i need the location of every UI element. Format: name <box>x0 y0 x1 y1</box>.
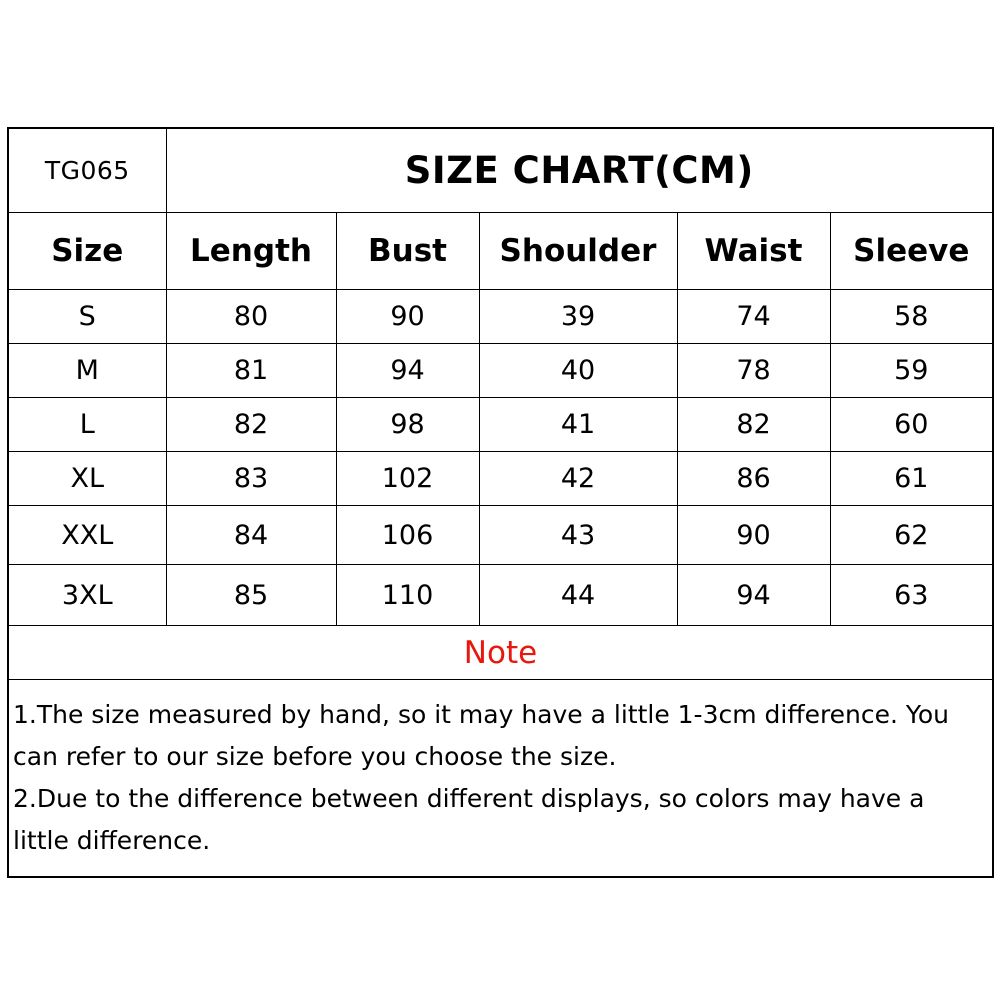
length-cell: 82 <box>166 398 336 452</box>
note-heading: Note <box>9 625 992 680</box>
table-row <box>9 344 992 398</box>
sleeve-cell: 58 <box>830 290 992 344</box>
bust-cell: 102 <box>336 452 479 506</box>
waist-cell: 78 <box>677 344 830 398</box>
shoulder-cell: 44 <box>479 565 677 626</box>
note-line: 2.Due to the difference between different displays, so colors may have a <box>13 784 925 813</box>
size-chart <box>7 127 994 878</box>
product-code: TG065 <box>9 129 166 213</box>
shoulder-cell: 42 <box>479 452 677 506</box>
title-row <box>9 129 992 213</box>
sleeve-cell: 62 <box>830 506 992 565</box>
chart-title: SIZE CHART(CM) <box>166 129 992 213</box>
sleeve-cell: 61 <box>830 452 992 506</box>
size-cell: XL <box>9 452 166 506</box>
bust-cell: 94 <box>336 344 479 398</box>
size-table <box>9 129 992 625</box>
table-row <box>9 290 992 344</box>
column-header-size: Size <box>9 213 166 290</box>
sleeve-cell: 63 <box>830 565 992 626</box>
length-cell: 83 <box>166 452 336 506</box>
table-row <box>9 398 992 452</box>
length-cell: 84 <box>166 506 336 565</box>
size-cell: XXL <box>9 506 166 565</box>
bust-cell: 90 <box>336 290 479 344</box>
shoulder-cell: 40 <box>479 344 677 398</box>
size-cell: 3XL <box>9 565 166 626</box>
waist-cell: 74 <box>677 290 830 344</box>
waist-cell: 90 <box>677 506 830 565</box>
length-cell: 80 <box>166 290 336 344</box>
column-header-sleeve: Sleeve <box>830 213 992 290</box>
column-header-waist: Waist <box>677 213 830 290</box>
size-cell: M <box>9 344 166 398</box>
column-header-bust: Bust <box>336 213 479 290</box>
length-cell: 81 <box>166 344 336 398</box>
note-line: 1.The size measured by hand, so it may have a little 1-3cm difference. You <box>13 700 950 729</box>
shoulder-cell: 41 <box>479 398 677 452</box>
note-line: can refer to our size before you choose the size. <box>13 742 617 771</box>
waist-cell: 86 <box>677 452 830 506</box>
table-row <box>9 565 992 626</box>
size-cell: L <box>9 398 166 452</box>
shoulder-cell: 39 <box>479 290 677 344</box>
sleeve-cell: 60 <box>830 398 992 452</box>
size-cell: S <box>9 290 166 344</box>
sleeve-cell: 59 <box>830 344 992 398</box>
table-row <box>9 452 992 506</box>
length-cell: 85 <box>166 565 336 626</box>
table-row <box>9 506 992 565</box>
note-line: little difference. <box>13 826 211 855</box>
bust-cell: 106 <box>336 506 479 565</box>
column-header-shoulder: Shoulder <box>479 213 677 290</box>
notes-block <box>9 680 992 876</box>
bust-cell: 98 <box>336 398 479 452</box>
bust-cell: 110 <box>336 565 479 626</box>
waist-cell: 94 <box>677 565 830 626</box>
column-header-length: Length <box>166 213 336 290</box>
header-row <box>9 213 992 290</box>
shoulder-cell: 43 <box>479 506 677 565</box>
waist-cell: 82 <box>677 398 830 452</box>
